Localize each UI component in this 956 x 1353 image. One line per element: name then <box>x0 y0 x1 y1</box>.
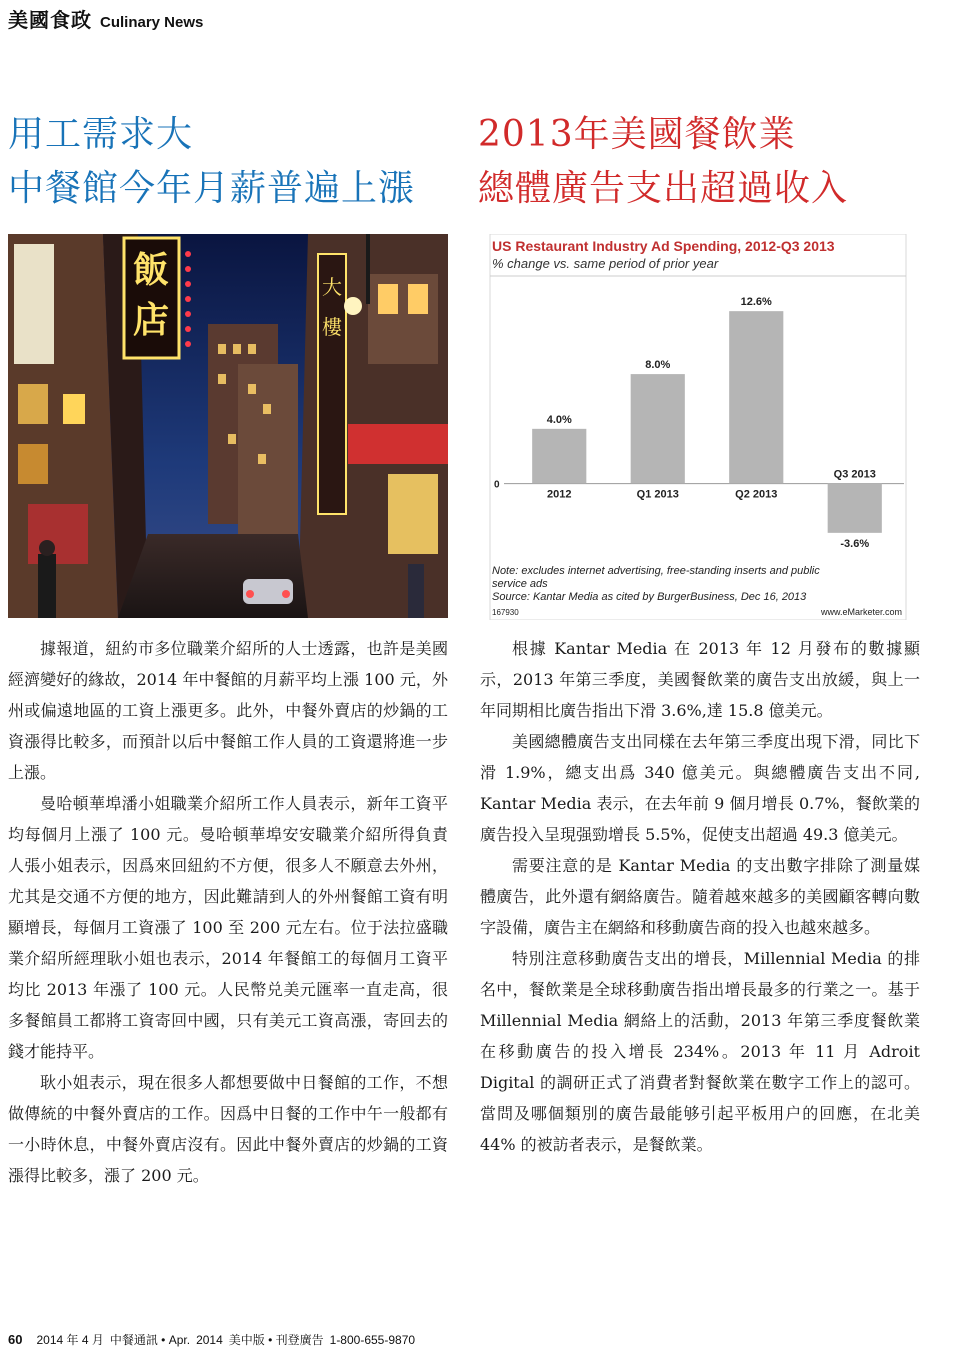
category-label: Q1 2013 <box>636 488 679 501</box>
right-title-line1: 2013年美國餐飲業 <box>478 114 796 155</box>
chart-id: 167930 <box>492 608 519 617</box>
chart-bar <box>729 311 783 483</box>
right-paragraph-1: 根據 Kantar Media 在 2013 年 12 月發布的數據顯示，2013 年第三季度，美國餐飲業的廣告支出放緩，與上一年同期相比廣告指出下滑 3.6%,達 15.8 億美元。 <box>480 639 920 720</box>
right-title-line2: 總體廣告支出超過收入 <box>478 168 849 209</box>
section-subtitle: Culinary News <box>100 14 204 31</box>
footer-phone: 1-800-655-9870 <box>329 1333 416 1347</box>
right-article-body <box>480 633 920 1160</box>
left-title-line2: 中餐館今年月薪普遍上漲 <box>8 168 416 209</box>
sign-char-4: 樓 <box>322 315 342 339</box>
ad-spending-chart <box>486 234 910 620</box>
left-title-line1: 用工需求大 <box>8 114 194 155</box>
right-paragraph-2: 美國總體廣告支出同樣在去年第三季度出現下滑，同比下滑 1.9%，總支出爲 340 億美元。與總體廣告支出不同, Kantar Media 表示，在去年前 9 個月增長 0.7%，餐飲業的廣告投入呈現强勁增長 5.5%，促使支出超過 49.3 億美元。 <box>480 732 920 844</box>
footer-year: 2014 <box>196 1333 223 1347</box>
data-label: 12.6% <box>740 296 772 309</box>
left-paragraph-3: 耿小姐表示，現在很多人都想要做中日餐館的工作，不想做傳統的中餐外賣店的工作。因爲中日餐的工作中午一般都有一小時休息，中餐外賣店沒有。因此中餐外賣店的炒鍋的工資漲得比較多，漲了 200 元。 <box>8 1073 448 1185</box>
data-label: -3.6% <box>840 537 870 550</box>
chart-title: US Restaurant Industry Ad Spending, 2012-Q3 2013 <box>492 238 835 254</box>
section-title: 美國食政 <box>8 8 92 32</box>
chart-brand: www.eMarketer.com <box>820 607 902 617</box>
sign-char-1: 飯 <box>132 250 170 291</box>
chart-subtitle: % change vs. same period of prior year <box>492 256 719 271</box>
chart-bar <box>828 484 882 533</box>
footer-publication: 中餐通訊 • Apr. <box>109 1333 191 1347</box>
page-header <box>8 4 203 34</box>
category-label: 2012 <box>547 488 572 501</box>
street-scene-illustration <box>8 234 448 618</box>
category-label: Q3 2013 <box>833 468 876 481</box>
right-article-title <box>478 108 848 216</box>
left-article-body <box>8 633 448 1191</box>
page-number: 60 <box>8 1332 23 1347</box>
chinatown-street-photo <box>8 234 448 618</box>
right-paragraph-4: 特別注意移動廣告支出的增長，Millennial Media 的排名中，餐飲業是全球移動廣告指出增長最多的行業之一。基于 Millennial Media 網絡上的活動，2013 年第三季度餐飲業在移動廣告的投入增長 234%。2013 年 11 月 Adroit Digital 的調研正式了消費者對餐飲業在數字工作上的認可。當問及哪個類別的廣告最能够引起平板用户的回應，在北美 44% 的被訪者表示，是餐飲業。 <box>480 949 920 1154</box>
chart-canvas <box>486 234 910 620</box>
zero-tick-label: 0 <box>494 479 500 491</box>
left-paragraph-2: 曼哈頓華埠潘小姐職業介紹所工作人員表示，新年工資平均每個月上漲了 100 元。曼哈頓華埠安安職業介紹所得負責人張小姐表示，因爲來回紐約不方便，很多人不願意去外州，尤其是交通不方便的地方，因此難請到人的外州餐館工資有明顯增長，每個月工資漲了 100 至 200 元左右。位于法拉盛職業介紹所經理耿小姐也表示，2014 年餐館工的每個月工資平均比 2013 年漲了 100 元。人民幣兑美元匯率一直走高，很多餐館員工都將工資寄回中國，只有美元工資高漲，寄回去的錢才能持平。 <box>8 794 448 1061</box>
chart-note-line1: Note: excludes internet advertising, free-standing inserts and public <box>492 565 820 577</box>
data-label: 4.0% <box>546 413 572 426</box>
left-paragraph-1: 據報道，紐約市多位職業介紹所的人士透露，也許是美國經濟變好的緣故，2014 年中餐館的月薪平均上漲 100 元，外州或偏遠地區的工資上漲更多。此外，中餐外賣店的炒鍋的工資漲得比較多，而預計以后中餐館工作人員的工資還將進一步上漲。 <box>8 639 448 782</box>
category-label: Q2 2013 <box>735 488 778 501</box>
data-label: 8.0% <box>645 359 671 372</box>
sign-char-2: 店 <box>132 300 170 341</box>
sign-char-3: 大 <box>322 275 342 299</box>
right-paragraph-3: 需要注意的是 Kantar Media 的支出數字排除了測量媒體廣告，此外還有網絡廣告。隨着越來越多的美國顧客轉向數字設備，廣告主在網絡和移動廣告商的投入也越來越多。 <box>480 856 920 937</box>
page-footer <box>8 1331 415 1348</box>
footer-date: 2014 年 4 月 <box>36 1333 104 1347</box>
chart-bar <box>631 374 685 483</box>
chart-note-line2: service ads <box>492 578 548 590</box>
footer-edition: 美中版 • 刊登廣告 <box>228 1333 324 1347</box>
chart-source: Source: Kantar Media as cited by BurgerBusiness, Dec 16, 2013 <box>492 591 807 603</box>
left-article-title <box>8 108 415 216</box>
chart-bar <box>532 429 586 484</box>
